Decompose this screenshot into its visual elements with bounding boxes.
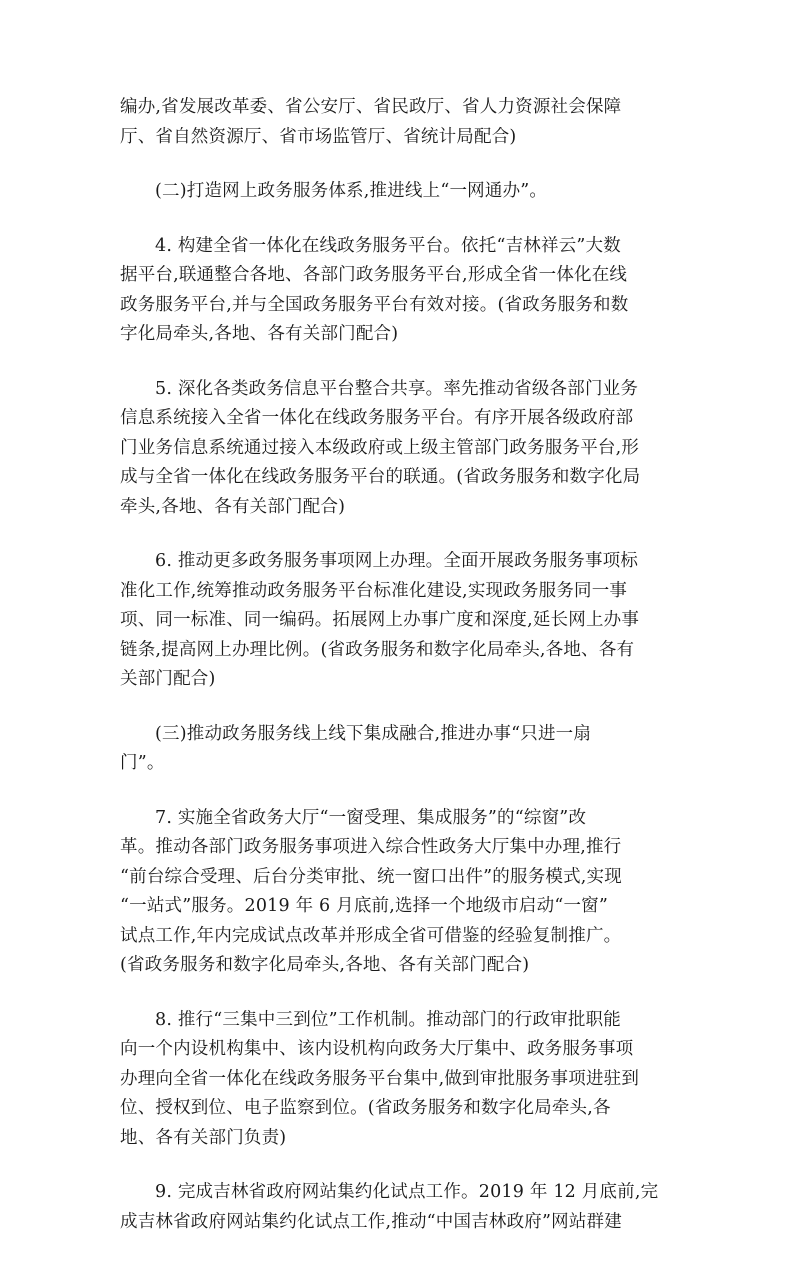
text-line: 成与全省一体化在线政务服务平台的联通。(省政务服务和数字化局 — [120, 467, 641, 487]
text-line: 6. 推动更多政务服务事项网上办理。全面开展政务服务事项标 — [155, 551, 639, 571]
text-line: 7. 实施全省政务大厅“一窗受理、集成服务”的“综窗”改 — [155, 807, 587, 828]
paragraph-item-5 — [120, 375, 682, 523]
text-line: 牵头,各地、各有关部门配合) — [120, 496, 346, 517]
text-line: 8. 推行“三集中三到位”工作机制。推动部门的行政审批职能 — [155, 1009, 621, 1030]
document-body — [120, 93, 682, 1262]
paragraph-item-9 — [120, 1178, 682, 1237]
text-line: 信息系统接入全省一体化在线政务服务平台。有序开展各级政府部 — [120, 408, 634, 428]
section-heading-3 — [120, 720, 682, 779]
text-line: 编办,省发展改革委、省公安厅、省民政厅、省人力资源社会保障 — [120, 97, 622, 117]
text-line: 据平台,联通整合各地、各部门政务服务平台,形成全省一体化在线 — [120, 265, 628, 285]
text-line: 试点工作,年内完成试点改革并形成全省可借鉴的经验复制推广。 — [120, 925, 622, 946]
text-line: 准化工作,统筹推动政务服务平台标准化建设,实现政务服务同一事 — [120, 580, 628, 601]
text-line: 位、授权到位、电子监察到位。(省政务服务和数字化局牵头,各 — [120, 1098, 611, 1118]
text-line: 项、同一标准、同一编码。拓展网上办事广度和深度,延长网上办事 — [120, 610, 640, 630]
text-line: 办理向全省一体化在线政务服务平台集中,做到审批服务事项进驻到 — [120, 1068, 640, 1089]
text-line: 字化局牵头,各地、各有关部门配合) — [120, 324, 399, 344]
text-line: 9. 完成吉林省政府网站集约化试点工作。2019 年 12 月底前,完 — [155, 1182, 659, 1202]
paragraph-item-7 — [120, 804, 682, 981]
text-line: 门”。 — [120, 753, 165, 773]
text-line: 门业务信息系统通过接入本级政府或上级主管部门政务服务平台,形 — [120, 437, 640, 458]
paragraph-item-8 — [120, 1006, 682, 1154]
text-line: 成吉林省政府网站集约化试点工作,推动“中国吉林政府”网站群建 — [120, 1211, 622, 1232]
text-line: 革。推动各部门政务服务事项进入综合性政务大厅集中办理,推行 — [120, 837, 622, 857]
text-line: 地、各有关部门负责) — [120, 1127, 287, 1148]
text-line: 向一个内设机构集中、该内设机构向政务大厅集中、政务服务事项 — [120, 1039, 634, 1059]
text-line: 政务服务平台,并与全国政务服务平台有效对接。(省政务服务和数 — [120, 294, 629, 315]
text-line: (省政务服务和数字化局牵头,各地、各有关部门配合) — [120, 955, 530, 975]
paragraph-item-4 — [120, 232, 682, 350]
text-line: “一站式”服务。2019 年 6 月底前,选择一个地级市启动“一窗” — [120, 896, 609, 916]
text-line: 5. 深化各类政务信息平台整合共享。率先推动省级各部门业务 — [155, 378, 639, 399]
text-line: 厅、省自然资源厅、省市场监管厅、省统计局配合) — [120, 126, 517, 147]
text-line: 4. 构建全省一体化在线政务服务平台。依托“吉林祥云”大数 — [155, 235, 621, 256]
section-heading-2 — [120, 177, 682, 207]
paragraph-item-6 — [120, 547, 682, 695]
text-line: 关部门配合) — [120, 669, 216, 689]
text-line: 链条,提高网上办理比例。(省政务服务和数字化局牵头,各地、各有 — [120, 639, 635, 660]
text-line: “前台综合受理、后台分类审批、统一窗口出件”的服务模式,实现 — [120, 866, 622, 887]
paragraph-continuation — [120, 93, 682, 152]
text-line: (三)推动政务服务线上线下集成融合,推进办事“只进一扇 — [155, 723, 592, 744]
text-line: (二)打造网上政务服务体系,推进线上“一网通办”。 — [155, 181, 548, 201]
